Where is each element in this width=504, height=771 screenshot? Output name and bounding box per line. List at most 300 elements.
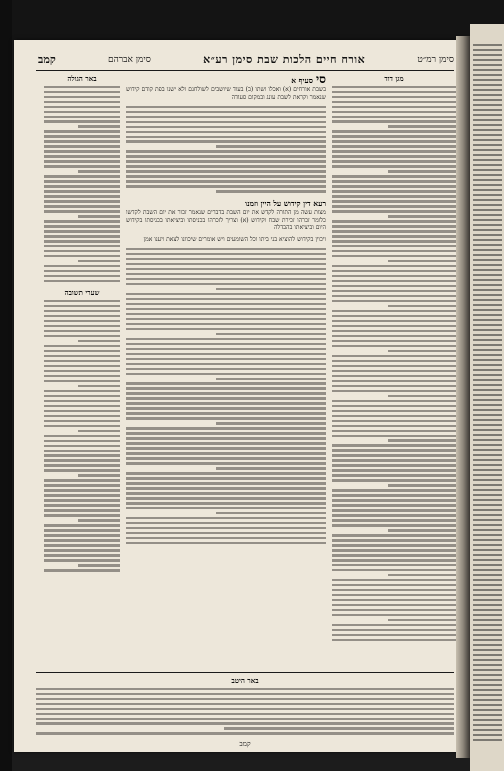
text-line: [44, 350, 120, 352]
text-line: [44, 405, 120, 407]
text-line: [44, 534, 120, 536]
facing-text-line: [473, 504, 502, 506]
text-line: [126, 527, 326, 529]
header-left-label: סימן אברהם: [107, 54, 151, 65]
facing-text-line: [473, 399, 502, 401]
page-foot: קמב: [239, 740, 251, 748]
text-line: [36, 732, 454, 734]
text-line: [332, 584, 456, 586]
text-line: [332, 559, 456, 561]
text-line: [332, 345, 456, 347]
text-line: [126, 298, 326, 300]
text-line: [44, 345, 120, 347]
text-line: [44, 360, 120, 362]
text-line: [126, 402, 326, 404]
text-line: [44, 514, 120, 516]
book-page: [14, 40, 476, 752]
facing-page-edge: [470, 24, 504, 771]
facing-text-line: [473, 449, 502, 451]
text-line: [126, 278, 326, 280]
header-title: אורח חיים הלכות שבת סימן רע״א: [203, 52, 366, 66]
section1-commentary: [126, 106, 326, 193]
text-line: [388, 619, 456, 621]
text-line: [126, 253, 326, 255]
text-line: [332, 544, 456, 546]
text-line: [78, 385, 120, 387]
text-line: [44, 375, 120, 377]
facing-text-line: [473, 384, 502, 386]
text-line: [388, 439, 456, 441]
text-line: [36, 688, 454, 690]
text-line: [44, 440, 120, 442]
text-line: [44, 365, 120, 367]
text-line: [332, 509, 456, 511]
text-line: [332, 464, 456, 466]
text-line: [332, 91, 456, 93]
facing-text-line: [473, 74, 502, 76]
text-line: [332, 425, 456, 427]
text-line: [332, 250, 456, 252]
text-line: [44, 509, 120, 511]
text-line: [126, 106, 326, 108]
facing-text-line: [473, 369, 502, 371]
text-line: [44, 445, 120, 447]
text-line: [126, 308, 326, 310]
facing-text-line: [473, 734, 502, 736]
text-line: [36, 703, 454, 705]
text-line: [126, 417, 326, 419]
text-line: [44, 240, 120, 242]
bottom-label: באר היטב: [231, 676, 259, 685]
facing-text-line: [473, 489, 502, 491]
facing-text-line: [473, 549, 502, 551]
facing-text-line: [473, 244, 502, 246]
text-line: [216, 145, 326, 147]
text-line: [78, 260, 120, 262]
text-line: [332, 420, 456, 422]
text-line: [126, 160, 326, 162]
text-line: [126, 382, 326, 384]
text-line: [332, 599, 456, 601]
text-line: [332, 290, 456, 292]
text-line: [44, 225, 120, 227]
facing-text-line: [473, 444, 502, 446]
text-line: [332, 240, 456, 242]
facing-text-line: [473, 64, 502, 66]
facing-text-line: [473, 184, 502, 186]
text-line: [44, 335, 120, 337]
text-line: [44, 195, 120, 197]
text-line: [36, 718, 454, 720]
header-right-label: סימן רמ״ט: [417, 54, 454, 65]
facing-text-line: [473, 529, 502, 531]
text-line: [332, 400, 456, 402]
text-line: [44, 190, 120, 192]
facing-text-line: [473, 624, 502, 626]
facing-text-line: [473, 194, 502, 196]
right-column-label: מגן דוד: [384, 74, 404, 83]
text-line: [44, 185, 120, 187]
text-line: [332, 330, 456, 332]
facing-text-line: [473, 389, 502, 391]
text-line: [36, 693, 454, 695]
text-line: [332, 335, 456, 337]
facing-text-line: [473, 59, 502, 61]
facing-text-line: [473, 494, 502, 496]
text-line: [126, 303, 326, 305]
text-line: [126, 472, 326, 474]
text-line: [126, 412, 326, 414]
text-line: [332, 235, 456, 237]
bottom-commentary: [36, 676, 454, 736]
text-line: [332, 589, 456, 591]
facing-text-line: [473, 299, 502, 301]
text-line: [44, 116, 120, 118]
facing-text-line: [473, 544, 502, 546]
running-header: [38, 50, 454, 68]
text-line: [126, 343, 326, 345]
facing-text-line: [473, 604, 502, 606]
bottom-commentary-text: [36, 688, 454, 735]
text-line: [44, 325, 120, 327]
facing-text-line: [473, 114, 502, 116]
left-commentary-label: שערי תשובה: [64, 288, 100, 298]
text-line: [126, 328, 326, 330]
text-line: [44, 544, 120, 546]
text-line: [332, 150, 456, 152]
facing-text-line: [473, 589, 502, 591]
text-line: [78, 340, 120, 342]
text-line: [126, 462, 326, 464]
facing-text-line: [473, 424, 502, 426]
text-line: [126, 248, 326, 250]
text-line: [44, 420, 120, 422]
text-line: [126, 363, 326, 365]
left-commentary-text: [44, 300, 120, 572]
text-line: [216, 333, 326, 335]
facing-text-line: [473, 169, 502, 171]
facing-text-line: [473, 609, 502, 611]
text-line: [44, 554, 120, 556]
text-line: [332, 405, 456, 407]
text-line: [332, 459, 456, 461]
text-line: [44, 250, 120, 252]
text-line: [126, 397, 326, 399]
text-line: [78, 474, 120, 476]
text-line: [332, 380, 456, 382]
facing-text-line: [473, 264, 502, 266]
text-line: [44, 539, 120, 541]
left-margin-text: [44, 86, 120, 283]
text-line: [126, 318, 326, 320]
text-line: [332, 534, 456, 536]
left-commentary-column: [44, 74, 120, 670]
text-line: [44, 220, 120, 222]
text-line: [126, 338, 326, 340]
facing-text-line: [473, 659, 502, 661]
facing-text-line: [473, 199, 502, 201]
text-line: [44, 275, 120, 277]
facing-text-line: [473, 44, 502, 46]
text-line: [332, 155, 456, 157]
facing-text-line: [473, 629, 502, 631]
text-line: [332, 604, 456, 606]
book-spine: [456, 36, 470, 758]
facing-text-line: [473, 324, 502, 326]
scan-top-background: [0, 0, 504, 40]
text-line: [44, 140, 120, 142]
section1-text: בשבת אורחים (א) ואכלו ושתו (ב) בעוד שיושבים לשולחנם ולא ישנו בפת קודם קידוש שנאמר וקראת לשבת עונג ובמקום סעודה: [126, 86, 326, 101]
text-line: [78, 215, 120, 217]
main-text-column: [126, 74, 326, 670]
text-line: [332, 140, 456, 142]
facing-text-line: [473, 459, 502, 461]
facing-text-line: [473, 289, 502, 291]
facing-text-line: [473, 69, 502, 71]
facing-text-line: [473, 429, 502, 431]
text-line: [44, 395, 120, 397]
text-line: [332, 430, 456, 432]
facing-text-line: [473, 89, 502, 91]
text-line: [332, 285, 456, 287]
text-line: [44, 504, 120, 506]
facing-text-line: [473, 594, 502, 596]
bottom-rule: [36, 672, 454, 673]
text-line: [126, 407, 326, 409]
text-line: [332, 135, 456, 137]
facing-text-line: [473, 664, 502, 666]
text-line: [78, 564, 120, 566]
text-line: [44, 300, 120, 302]
facing-text-line: [473, 509, 502, 511]
facing-text-line: [473, 229, 502, 231]
text-line: [216, 512, 326, 514]
text-line: [332, 116, 456, 118]
text-line: [44, 91, 120, 93]
text-line: [332, 120, 456, 122]
text-line: [126, 487, 326, 489]
text-line: [44, 200, 120, 202]
facing-text-line: [473, 374, 502, 376]
text-line: [126, 131, 326, 133]
text-line: [44, 235, 120, 237]
text-line: [332, 96, 456, 98]
text-line: [44, 120, 120, 122]
facing-text-line: [473, 469, 502, 471]
text-line: [332, 549, 456, 551]
text-line: [126, 140, 326, 142]
text-line: [332, 609, 456, 611]
text-line: [332, 519, 456, 521]
text-line: [126, 482, 326, 484]
text-line: [126, 313, 326, 315]
text-line: [44, 270, 120, 272]
text-line: [332, 185, 456, 187]
text-line: [126, 150, 326, 152]
facing-text-line: [473, 119, 502, 121]
facing-text-line: [473, 559, 502, 561]
text-line: [44, 435, 120, 437]
facing-text-line: [473, 274, 502, 276]
facing-text-line: [473, 649, 502, 651]
text-line: [332, 494, 456, 496]
text-line: [126, 447, 326, 449]
text-line: [332, 275, 456, 277]
text-line: [332, 474, 456, 476]
facing-text-line: [473, 654, 502, 656]
text-line: [44, 479, 120, 481]
text-line: [332, 160, 456, 162]
facing-text-line: [473, 414, 502, 416]
text-line: [44, 459, 120, 461]
text-line: [44, 255, 120, 257]
facing-text-line: [473, 164, 502, 166]
facing-text-line: [473, 204, 502, 206]
facing-text-line: [473, 454, 502, 456]
text-line: [44, 210, 120, 212]
text-line: [332, 554, 456, 556]
facing-text-line: [473, 519, 502, 521]
facing-text-line: [473, 294, 502, 296]
text-line: [44, 499, 120, 501]
text-line: [216, 288, 326, 290]
facing-text-line: [473, 209, 502, 211]
text-line: [332, 365, 456, 367]
text-line: [126, 532, 326, 534]
facing-text-line: [473, 409, 502, 411]
text-line: [332, 280, 456, 282]
header-rule: [36, 70, 454, 71]
facing-text-line: [473, 139, 502, 141]
text-line: [332, 130, 456, 132]
facing-text-line: [473, 574, 502, 576]
text-line: [44, 135, 120, 137]
text-line: [126, 116, 326, 118]
text-line: [332, 101, 456, 103]
text-line: [44, 101, 120, 103]
facing-text-line: [473, 674, 502, 676]
facing-text-line: [473, 304, 502, 306]
text-line: [216, 422, 326, 424]
text-line: [126, 387, 326, 389]
text-line: [332, 165, 456, 167]
text-line: [44, 150, 120, 152]
text-line: [126, 542, 326, 544]
text-line: [332, 245, 456, 247]
facing-text-line: [473, 719, 502, 721]
facing-text-line: [473, 439, 502, 441]
facing-text-line: [473, 284, 502, 286]
facing-text-line: [473, 79, 502, 81]
facing-text-line: [473, 684, 502, 686]
text-line: [332, 579, 456, 581]
facing-text-line: [473, 714, 502, 716]
text-line: [332, 225, 456, 227]
facing-text-line: [473, 234, 502, 236]
facing-text-line: [473, 539, 502, 541]
facing-text-line: [473, 94, 502, 96]
facing-text-line: [473, 49, 502, 51]
facing-text-line: [473, 394, 502, 396]
right-commentary-text: [332, 86, 456, 642]
text-line: [36, 708, 454, 710]
text-line: [332, 295, 456, 297]
facing-text-line: [473, 314, 502, 316]
facing-text-line: [473, 224, 502, 226]
facing-text-line: [473, 219, 502, 221]
text-line: [126, 477, 326, 479]
text-line: [126, 507, 326, 509]
text-line: [44, 106, 120, 108]
text-line: [388, 484, 456, 486]
text-line: [332, 145, 456, 147]
text-line: [44, 569, 120, 571]
facing-text-line: [473, 554, 502, 556]
text-line: [44, 524, 120, 526]
text-line: [332, 514, 456, 516]
text-line: [332, 410, 456, 412]
text-line: [44, 355, 120, 357]
text-line: [126, 170, 326, 172]
text-line: [332, 499, 456, 501]
section3-text: ויכוין בקידוש להוציא בני ביתו וכל השומעים ויש אומרים שיכוונו לצאת ויענו אמן: [143, 236, 326, 244]
text-line: [44, 484, 120, 486]
text-line: [332, 639, 456, 641]
text-line: [126, 185, 326, 187]
facing-text-line: [473, 134, 502, 136]
facing-text-line: [473, 84, 502, 86]
text-line: [388, 125, 456, 127]
text-line: [126, 263, 326, 265]
facing-text-line: [473, 699, 502, 701]
text-line: [224, 727, 454, 729]
text-line: [388, 350, 456, 352]
text-line: [44, 130, 120, 132]
text-line: [126, 497, 326, 499]
facing-text-line: [473, 159, 502, 161]
text-line: [332, 375, 456, 377]
facing-text-line: [473, 694, 502, 696]
text-line: [332, 180, 456, 182]
text-line: [36, 698, 454, 700]
text-line: [388, 395, 456, 397]
facing-text-line: [473, 99, 502, 101]
text-line: [332, 390, 456, 392]
facing-text-line: [473, 239, 502, 241]
facing-text-line: [473, 434, 502, 436]
text-line: [126, 293, 326, 295]
page-number: קמב: [38, 52, 56, 66]
facing-text-line: [473, 109, 502, 111]
text-line: [332, 111, 456, 113]
text-line: [126, 537, 326, 539]
text-line: [126, 392, 326, 394]
text-line: [44, 559, 120, 561]
facing-text-line: [473, 214, 502, 216]
facing-text-line: [473, 584, 502, 586]
facing-text-line: [473, 679, 502, 681]
text-line: [44, 230, 120, 232]
text-line: [44, 425, 120, 427]
text-line: [126, 165, 326, 167]
text-line: [44, 245, 120, 247]
facing-text-line: [473, 534, 502, 536]
text-line: [44, 86, 120, 88]
text-line: [126, 121, 326, 123]
text-line: [44, 96, 120, 98]
text-line: [126, 353, 326, 355]
text-line: [126, 427, 326, 429]
